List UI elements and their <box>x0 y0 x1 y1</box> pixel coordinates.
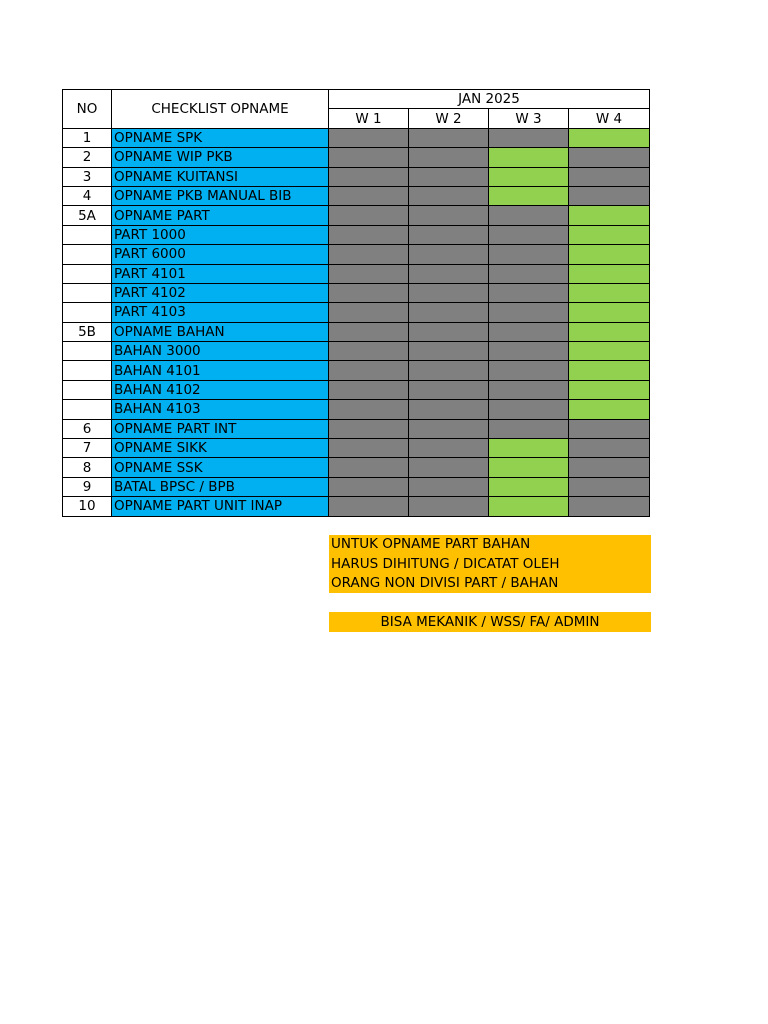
opname-instruction-note <box>329 535 651 593</box>
row-number: 10 <box>63 497 112 516</box>
week-4-status-cell <box>569 439 650 458</box>
week-4-status-cell <box>569 148 650 167</box>
week-3-status-cell <box>489 206 569 225</box>
week-3-status-cell <box>489 303 569 322</box>
week-4-status-cell <box>569 380 650 399</box>
week-2-status-cell <box>409 458 489 477</box>
table-row <box>63 400 650 419</box>
week-1-status-cell <box>329 419 409 438</box>
checklist-item: PART 4102 <box>112 283 329 302</box>
week-1-status-cell <box>329 245 409 264</box>
table-row <box>63 380 650 399</box>
week-1-status-cell <box>329 167 409 186</box>
week-2-status-cell <box>409 283 489 302</box>
row-number <box>63 342 112 361</box>
row-number <box>63 264 112 283</box>
table-row <box>63 458 650 477</box>
week-3-status-cell <box>489 283 569 302</box>
checklist-item: BATAL BPSC / BPB <box>112 477 329 496</box>
week-1-status-cell <box>329 128 409 147</box>
week-2-status-cell <box>409 342 489 361</box>
week-1-status-cell <box>329 380 409 399</box>
week-4-status-cell <box>569 225 650 244</box>
row-number: 7 <box>63 439 112 458</box>
table-row <box>63 264 650 283</box>
row-number <box>63 303 112 322</box>
week-2-status-cell <box>409 206 489 225</box>
week-2-status-cell <box>409 148 489 167</box>
week-3-status-cell <box>489 400 569 419</box>
week-4-status-cell <box>569 322 650 341</box>
week-1-status-cell <box>329 186 409 205</box>
week-3-status-cell <box>489 186 569 205</box>
week-3-status-cell <box>489 477 569 496</box>
week-3-status-cell <box>489 458 569 477</box>
table-row <box>63 497 650 516</box>
checklist-item: OPNAME SSK <box>112 458 329 477</box>
row-number: 1 <box>63 128 112 147</box>
checklist-item: OPNAME PART UNIT INAP <box>112 497 329 516</box>
checklist-item: OPNAME SIKK <box>112 439 329 458</box>
checklist-item: PART 1000 <box>112 225 329 244</box>
week-2-status-cell <box>409 380 489 399</box>
checklist-item: PART 4103 <box>112 303 329 322</box>
week-2-status-cell <box>409 477 489 496</box>
row-number <box>63 400 112 419</box>
week-1-status-cell <box>329 497 409 516</box>
assignee-note: BISA MEKANIK / WSS/ FA/ ADMIN <box>329 612 651 632</box>
table-row <box>63 361 650 380</box>
week-1-status-cell <box>329 458 409 477</box>
week-header-2: W 2 <box>409 109 489 128</box>
week-3-status-cell <box>489 419 569 438</box>
week-1-status-cell <box>329 342 409 361</box>
checklist-item: PART 4101 <box>112 264 329 283</box>
table-row <box>63 303 650 322</box>
week-4-status-cell <box>569 186 650 205</box>
table-row <box>63 245 650 264</box>
week-4-status-cell <box>569 400 650 419</box>
checklist-item: BAHAN 3000 <box>112 342 329 361</box>
col-header-checklist: CHECKLIST OPNAME <box>112 90 329 129</box>
table-row <box>63 477 650 496</box>
week-3-status-cell <box>489 439 569 458</box>
week-4-status-cell <box>569 342 650 361</box>
week-1-status-cell <box>329 225 409 244</box>
week-3-status-cell <box>489 322 569 341</box>
table-row <box>63 439 650 458</box>
header-row-1 <box>63 90 650 109</box>
row-number <box>63 361 112 380</box>
row-number: 9 <box>63 477 112 496</box>
week-2-status-cell <box>409 264 489 283</box>
row-number <box>63 283 112 302</box>
note-line-1: UNTUK OPNAME PART BAHAN <box>331 536 531 552</box>
week-1-status-cell <box>329 400 409 419</box>
week-3-status-cell <box>489 380 569 399</box>
week-1-status-cell <box>329 477 409 496</box>
week-4-status-cell <box>569 167 650 186</box>
table-row <box>63 186 650 205</box>
week-2-status-cell <box>409 186 489 205</box>
week-2-status-cell <box>409 439 489 458</box>
week-4-status-cell <box>569 283 650 302</box>
week-4-status-cell <box>569 245 650 264</box>
week-3-status-cell <box>489 361 569 380</box>
week-3-status-cell <box>489 264 569 283</box>
checklist-item: BAHAN 4103 <box>112 400 329 419</box>
period-header: JAN 2025 <box>329 90 650 109</box>
week-4-status-cell <box>569 361 650 380</box>
week-2-status-cell <box>409 322 489 341</box>
week-3-status-cell <box>489 245 569 264</box>
week-header-3: W 3 <box>489 109 569 128</box>
row-number: 8 <box>63 458 112 477</box>
checklist-item: OPNAME KUITANSI <box>112 167 329 186</box>
row-number <box>63 225 112 244</box>
opname-checklist-table <box>62 89 650 517</box>
checklist-item: OPNAME PART <box>112 206 329 225</box>
row-number: 5B <box>63 322 112 341</box>
checklist-item: PART 6000 <box>112 245 329 264</box>
week-2-status-cell <box>409 303 489 322</box>
table-row <box>63 206 650 225</box>
table-row <box>63 225 650 244</box>
week-1-status-cell <box>329 148 409 167</box>
week-2-status-cell <box>409 128 489 147</box>
table-row <box>63 322 650 341</box>
week-1-status-cell <box>329 361 409 380</box>
row-number <box>63 380 112 399</box>
checklist-item: OPNAME PART INT <box>112 419 329 438</box>
checklist-item: BAHAN 4101 <box>112 361 329 380</box>
row-number: 4 <box>63 186 112 205</box>
checklist-item: BAHAN 4102 <box>112 380 329 399</box>
table-row <box>63 283 650 302</box>
checklist-item: OPNAME SPK <box>112 128 329 147</box>
week-4-status-cell <box>569 458 650 477</box>
table-row <box>63 148 650 167</box>
week-4-status-cell <box>569 477 650 496</box>
week-1-status-cell <box>329 322 409 341</box>
week-2-status-cell <box>409 419 489 438</box>
week-3-status-cell <box>489 167 569 186</box>
row-number: 6 <box>63 419 112 438</box>
week-header-4: W 4 <box>569 109 650 128</box>
week-1-status-cell <box>329 206 409 225</box>
week-4-status-cell <box>569 303 650 322</box>
week-2-status-cell <box>409 400 489 419</box>
note-line-2: HARUS DIHITUNG / DICATAT OLEH <box>331 555 560 572</box>
checklist-item: OPNAME PKB MANUAL BIB <box>112 186 329 205</box>
week-4-status-cell <box>569 206 650 225</box>
week-3-status-cell <box>489 342 569 361</box>
week-2-status-cell <box>409 245 489 264</box>
table-row <box>63 167 650 186</box>
week-4-status-cell <box>569 264 650 283</box>
week-1-status-cell <box>329 439 409 458</box>
row-number: 3 <box>63 167 112 186</box>
col-header-no: NO <box>63 90 112 129</box>
week-4-status-cell <box>569 419 650 438</box>
week-3-status-cell <box>489 128 569 147</box>
week-1-status-cell <box>329 264 409 283</box>
week-header-1: W 1 <box>329 109 409 128</box>
week-2-status-cell <box>409 225 489 244</box>
week-4-status-cell <box>569 497 650 516</box>
row-number: 5A <box>63 206 112 225</box>
week-3-status-cell <box>489 148 569 167</box>
week-1-status-cell <box>329 283 409 302</box>
week-2-status-cell <box>409 497 489 516</box>
checklist-item: OPNAME WIP PKB <box>112 148 329 167</box>
week-2-status-cell <box>409 167 489 186</box>
table-row <box>63 342 650 361</box>
note-line-3: ORANG NON DIVISI PART / BAHAN <box>331 575 559 591</box>
week-4-status-cell <box>569 128 650 147</box>
week-1-status-cell <box>329 303 409 322</box>
checklist-item: OPNAME BAHAN <box>112 322 329 341</box>
table-row <box>63 419 650 438</box>
row-number <box>63 245 112 264</box>
week-3-status-cell <box>489 497 569 516</box>
row-number: 2 <box>63 148 112 167</box>
week-3-status-cell <box>489 225 569 244</box>
week-2-status-cell <box>409 361 489 380</box>
table-row <box>63 128 650 147</box>
